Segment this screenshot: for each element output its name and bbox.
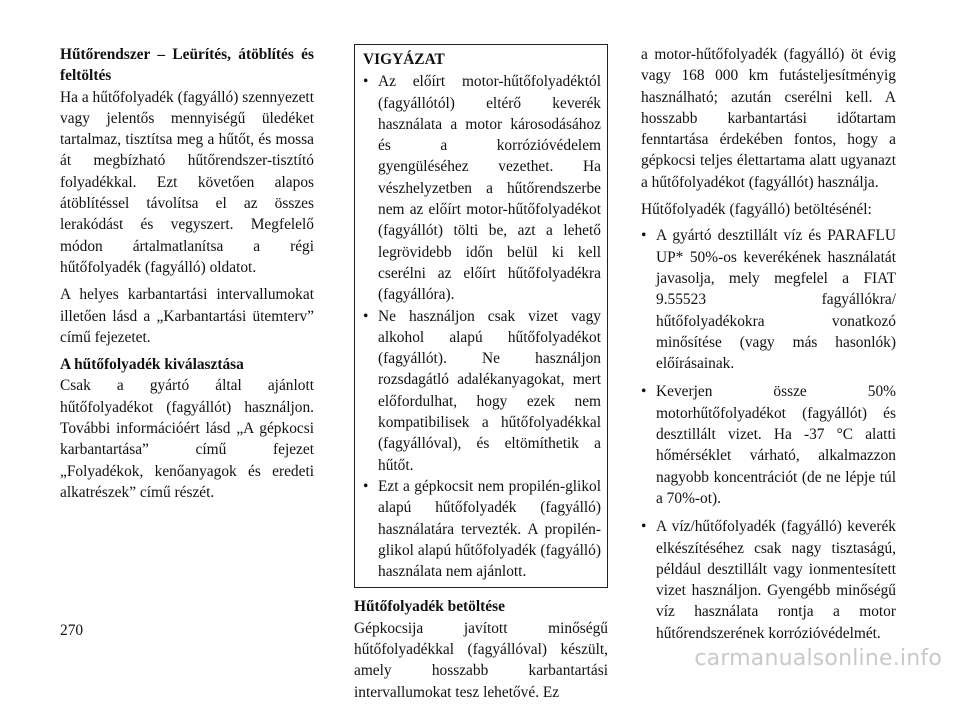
filling-guidelines-list xyxy=(641,225,896,644)
section-coolant-selection xyxy=(60,354,314,503)
filling-list-intro: Hűtőfolyadék (fagyálló) betöltésénél: xyxy=(641,201,872,219)
right-column xyxy=(641,44,896,651)
middle-column xyxy=(354,44,608,709)
watermark: carmanualsonline.info xyxy=(694,646,942,671)
guideline-item: • A gyártó desztillált víz és PARAFLU UP* 50%-os keverékének használatát javasolja, mely megfelel a FIAT 9.55523 fagyállókra/ hűtőfolyadékokra vonatkozó minősítése (vagy más hasonlók) előírásainak. xyxy=(641,225,896,374)
warning-item: • Ezt a gépkocsit nem propilén-glikol alapú hűtőfolyadék (fagyálló) használatára tervezték. A propilén-glikol alapú hűtőfolyadék (fagyálló) használata nem ajánlott. xyxy=(363,476,601,582)
coolant-filling-body: Gépkocsija javított minőségű hűtőfolyadékkal (fagyállóval) készült, amely hosszabb karbantartási intervallumokat tesz lehetővé. Ez xyxy=(354,619,608,701)
left-column xyxy=(60,44,314,509)
heading-drain-flush-fill: Hűtőrendszer – Leürítés, átöblítés és feltöltés xyxy=(60,46,314,85)
warning-list xyxy=(363,71,601,582)
maintenance-interval-paragraph: A helyes karbantartási intervallumokat illetően lásd a „Karbantartási ütemterv” című fejezetet. xyxy=(60,286,314,346)
section-coolant-drain xyxy=(60,44,314,278)
guideline-item: • Keverjen össze 50% motorhűtőfolyadékot (fagyállót) és desztillált vizet. Ha -37 °C alatti hőmérséklet várható, alkalmazzon nagyobb koncentrációt (de ne lépje túl a 70%-ot). xyxy=(641,381,896,509)
guideline-item: • A víz/hűtőfolyadék (fagyálló) keverék elkészítéséhez csak nagy tisztaságú, például desztillált vagy ionmentesített vizet használjon. Gyengébb minőségű víz használata rontja a motor hűtőrendszerének korrózióvédelmét. xyxy=(641,516,896,644)
warning-item: • Ne használjon csak vizet vagy alkohol alapú hűtőfolyadékot (fagyállót). Ne használjon rozsdagátló adalékanyagokat, mert előfordulhat, hogy ezek nem kompatibilisek a hűtőfolyadékkal (fagyállóval), és eltömíthetik a hűtőt. xyxy=(363,306,601,476)
coolant-selection-body: Csak a gyártó által ajánlott hűtőfolyadékot (fagyállót) használjon. További információért lásd „A gépkocsi karbantartása” című fejezet „Folyadékok, kenőanyagok és eredeti alkatrészek” című részét. xyxy=(60,377,314,501)
heading-coolant-filling: Hűtőfolyadék betöltése xyxy=(354,598,505,616)
warning-title: VIGYÁZAT xyxy=(363,51,445,68)
warning-box xyxy=(354,44,608,588)
page-number: 270 xyxy=(60,622,84,639)
heading-coolant-selection: A hűtőfolyadék kiválasztása xyxy=(60,356,244,374)
continuation-paragraph: a motor-hűtőfolyadék (fagyálló) öt évig vagy 168 000 km futásteljesítményig használható; azután cserélni kell. A hosszabb karbantartási időtartam fenntartása érdekében fontos, hogy a gépkocsi teljes élettartama alatt ugyanazt a hűtőfolyadékot (fagyállót) használja. xyxy=(641,46,896,191)
drain-flush-body: Ha a hűtőfolyadék (fagyálló) szennyezett vagy jelentős mennyiségű üledéket tartalmaz, tisztítsa meg a hűtőt, és mossa át megbízható hűtőrendszer-tisztító folyadékkal. Ezt követően alapos átöblítéssel távolítsa el az összes lerakódást és vegyszert. Megfelelő módon ártalmatlanítsa a régi hűtőfolyadék (fagyálló) oldatot. xyxy=(60,88,314,276)
section-coolant-filling xyxy=(354,596,608,702)
warning-item: • Az előírt motor-hűtőfolyadéktól (fagyállótól) eltérő keverék használata a motor károsodásához és a korrózióvédelem gyengüléséhez vezethet. Ha vészhelyzetben a hűtőrendszerbe nem az előírt motor-hűtőfolyadékot (fagyállót) tölti be, azt a lehető legrövidebb időn belül ki kell cserélni az előírt hűtőfolyadékra (fagyállóra). xyxy=(363,71,601,305)
